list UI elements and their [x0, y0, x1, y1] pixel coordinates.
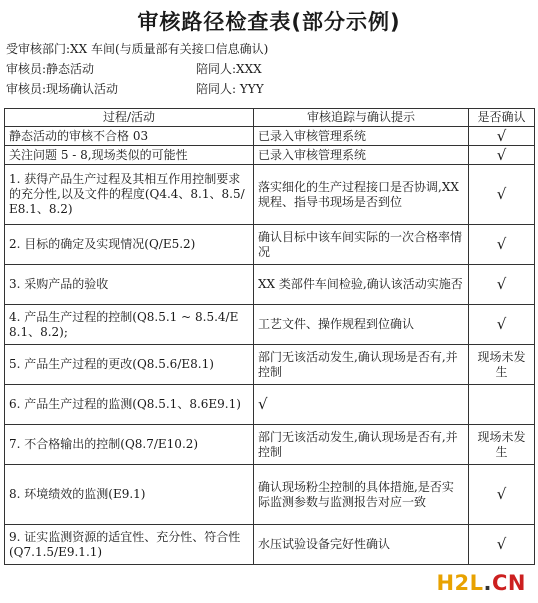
cell-hint: 已录入审核管理系统 [254, 127, 469, 146]
auditor-row-1 [6, 62, 262, 76]
watermark-h2l: H2L [436, 571, 484, 595]
cell-process: 1. 获得产品生产过程及其相互作用控制要求的充分性,以及文件的程度(Q4.4、8.1、8.5/E8.1、8.2) [5, 165, 254, 225]
cell-confirm: √ [469, 305, 535, 345]
table-row [5, 385, 535, 425]
cell-confirm: 现场未发生 [469, 425, 535, 465]
auditor-static: 审核员:静态活动 [6, 62, 95, 76]
cell-hint: 已录入审核管理系统 [254, 146, 469, 165]
header-hint: 审核追踪与确认提示 [254, 109, 469, 127]
table-row [5, 146, 535, 165]
cell-hint: 落实细化的生产过程接口是否协调,XX 规程、指导书现场是否到位 [254, 165, 469, 225]
cell-hint: 确认现场粉尘控制的具体措施,是否实际监测参数与监测报告对应一致 [254, 465, 469, 525]
audited-department: 受审核部门:XX 车间(与质量部有关接口信息确认) [6, 42, 269, 56]
watermark-logo [434, 571, 528, 595]
cell-confirm: √ [469, 525, 535, 565]
header-process: 过程/活动 [5, 109, 254, 127]
table-row [5, 345, 535, 385]
header-confirm: 是否确认 [469, 109, 535, 127]
table-row [5, 265, 535, 305]
watermark-cn: CN [492, 571, 526, 595]
cell-process: 5. 产品生产过程的更改(Q8.5.6/E8.1) [5, 345, 254, 385]
page-title: 审核路径检查表(部分示例) [137, 10, 401, 34]
cell-confirm: √ [469, 265, 535, 305]
cell-process: 9. 证实监测资源的适宜性、充分性、符合性(Q7.1.5/E9.1.1) [5, 525, 254, 565]
table-header-row [5, 109, 535, 127]
cell-confirm [469, 385, 535, 425]
table-row [5, 305, 535, 345]
table-row [5, 127, 535, 146]
cell-confirm: 现场未发生 [469, 345, 535, 385]
cell-process: 关注问题 5 - 8,现场类似的可能性 [5, 146, 254, 165]
audit-checklist-table [4, 108, 535, 565]
cell-process: 静态活动的审核不合格 03 [5, 127, 254, 146]
cell-process: 7. 不合格输出的控制(Q8.7/E10.2) [5, 425, 254, 465]
auditor-onsite: 审核员:现场确认活动 [6, 82, 119, 96]
cell-process: 8. 环境绩效的监测(E9.1) [5, 465, 254, 525]
table-row [5, 525, 535, 565]
cell-hint: 部门无该活动发生,确认现场是否有,并控制 [254, 345, 469, 385]
table-row [5, 425, 535, 465]
cell-confirm: √ [469, 225, 535, 265]
cell-hint: 确认目标中该车间实际的一次合格率情况 [254, 225, 469, 265]
cell-process: 6. 产品生产过程的监测(Q8.5.1、8.6E9.1) [5, 385, 254, 425]
auditor-row-2 [6, 82, 264, 96]
cell-confirm: √ [469, 465, 535, 525]
cell-confirm: √ [469, 146, 535, 165]
cell-process: 2. 目标的确定及实现情况(Q/E5.2) [5, 225, 254, 265]
table-row [5, 465, 535, 525]
watermark-dot: . [483, 571, 492, 595]
table-row [5, 165, 535, 225]
table-row [5, 225, 535, 265]
cell-hint: 部门无该活动发生,确认现场是否有,并控制 [254, 425, 469, 465]
cell-hint: √ [254, 385, 469, 425]
companion-1: 陪同人:XXX [196, 62, 262, 76]
companion-2: 陪同人: YYY [196, 82, 264, 96]
cell-process: 3. 采购产品的验收 [5, 265, 254, 305]
cell-process: 4. 产品生产过程的控制(Q8.5.1 ~ 8.5.4/E8.1、8.2); [5, 305, 254, 345]
cell-hint: 工艺文件、操作规程到位确认 [254, 305, 469, 345]
cell-confirm: √ [469, 165, 535, 225]
cell-hint: XX 类部件车间检验,确认该活动实施否 [254, 265, 469, 305]
cell-confirm: √ [469, 127, 535, 146]
cell-hint: 水压试验设备完好性确认 [254, 525, 469, 565]
